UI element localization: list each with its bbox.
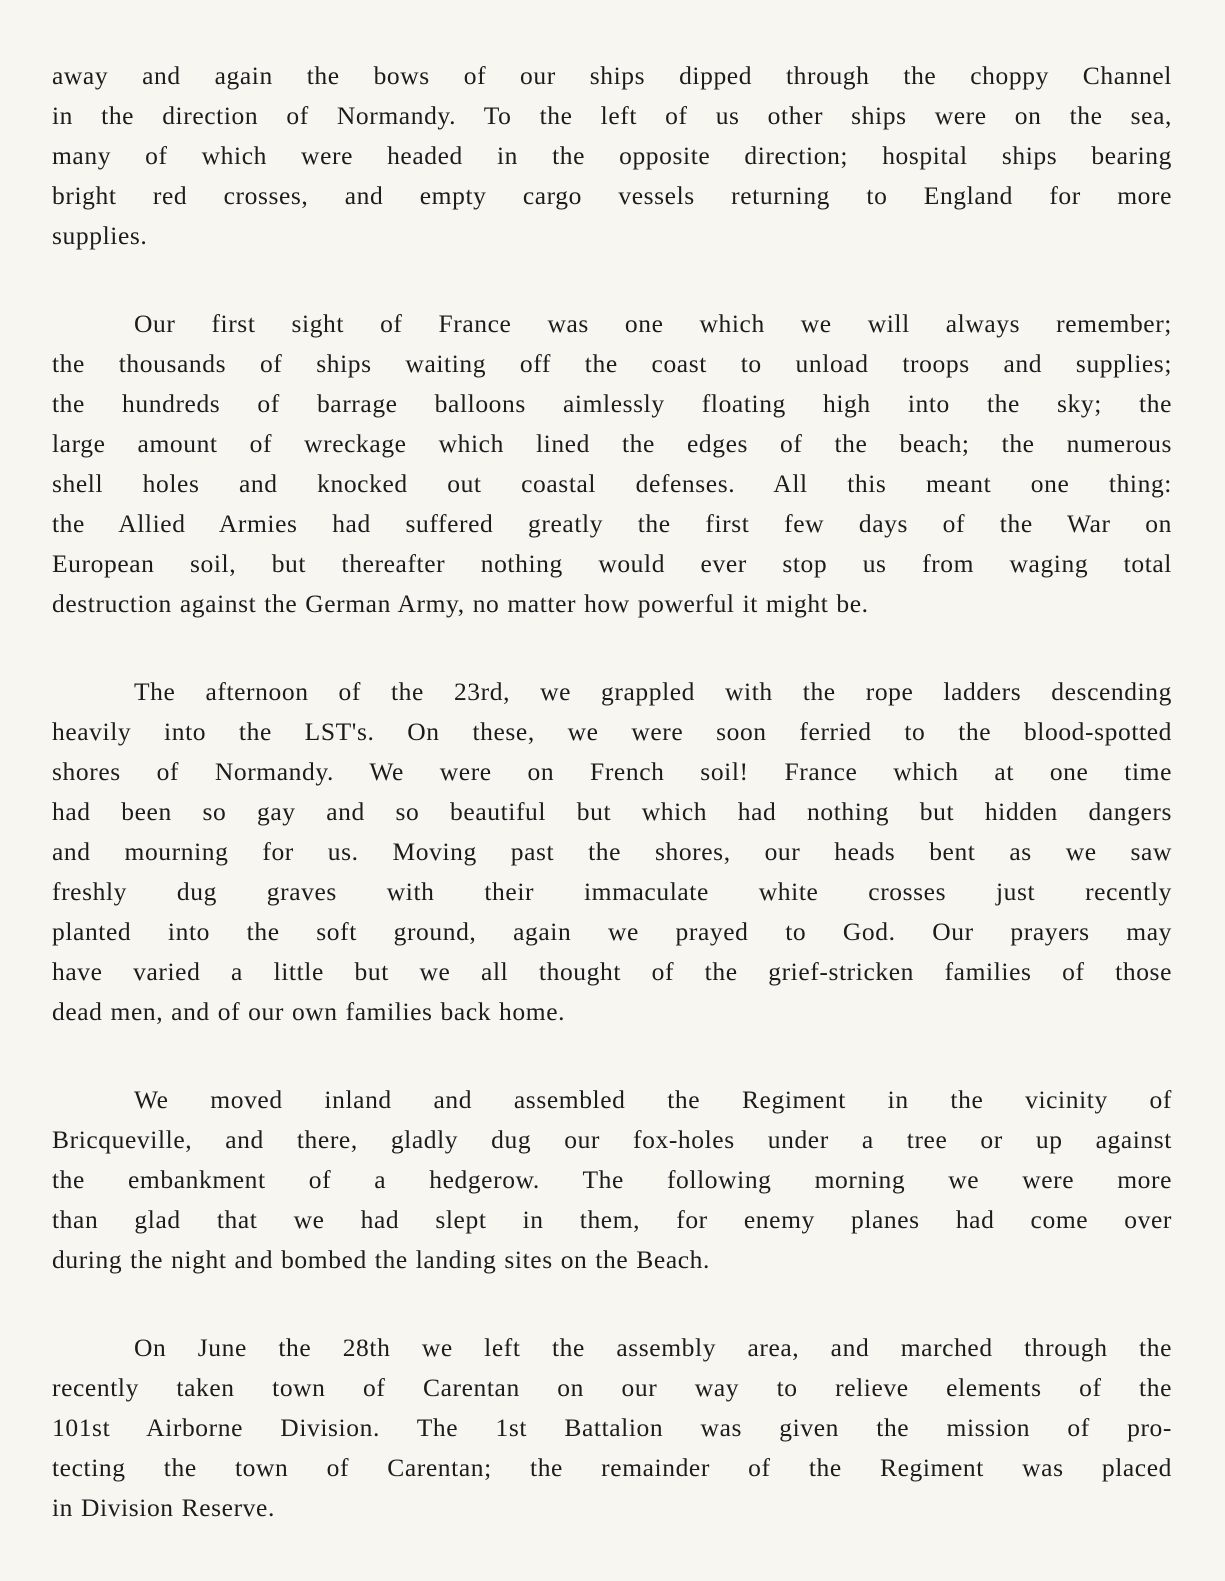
text-line: dead men, and of our own families back home.	[52, 997, 566, 1026]
paragraph-4	[52, 1080, 1172, 1280]
text-line: and mourning for us. Moving past the shores, our heads bent as we saw	[52, 837, 1172, 866]
text-line: Our first sight of France was one which we will always remember;	[134, 309, 1172, 338]
text-line: freshly dug graves with their immaculate white crosses just recently	[52, 877, 1172, 906]
text-line: shell holes and knocked out coastal defenses. All this meant one thing:	[52, 469, 1172, 498]
document-body	[52, 56, 1172, 1528]
text-line: in Division Reserve.	[52, 1493, 275, 1522]
text-line: heavily into the LST's. On these, we were soon ferried to the blood-spotted	[52, 717, 1172, 746]
text-line: than glad that we had slept in them, for enemy planes had come over	[52, 1205, 1172, 1234]
text-line: Bricqueville, and there, gladly dug our fox-holes under a tree or up against	[52, 1125, 1172, 1154]
text-line: many of which were headed in the opposite direction; hospital ships bearing	[52, 141, 1172, 170]
text-line: during the night and bombed the landing sites on the Beach.	[52, 1245, 710, 1274]
text-line: recently taken town of Carentan on our way to relieve elements of the	[52, 1373, 1172, 1402]
text-line: The afternoon of the 23rd, we grappled with the rope ladders descending	[134, 677, 1172, 706]
text-line: 101st Airborne Division. The 1st Battalion was given the mission of pro-	[52, 1413, 1172, 1442]
text-line: bright red crosses, and empty cargo vessels returning to England for more	[52, 181, 1172, 210]
text-line: in the direction of Normandy. To the left of us other ships were on the sea,	[52, 101, 1172, 130]
text-line: the thousands of ships waiting off the coast to unload troops and supplies;	[52, 349, 1172, 378]
paragraph-1	[52, 56, 1172, 256]
text-line: have varied a little but we all thought of the grief-stricken families of those	[52, 957, 1172, 986]
text-line: European soil, but thereafter nothing would ever stop us from waging total	[52, 549, 1172, 578]
paragraph-gap	[52, 1032, 1172, 1080]
text-line: the hundreds of barrage balloons aimlessly floating high into the sky; the	[52, 389, 1172, 418]
paragraph-3	[52, 672, 1172, 1032]
text-line: supplies.	[52, 221, 148, 250]
text-line: tecting the town of Carentan; the remainder of the Regiment was placed	[52, 1453, 1172, 1482]
text-line: the Allied Armies had suffered greatly the first few days of the War on	[52, 509, 1172, 538]
text-line: We moved inland and assembled the Regiment in the vicinity of	[134, 1085, 1172, 1114]
text-line: had been so gay and so beautiful but which had nothing but hidden dangers	[52, 797, 1172, 826]
text-line: destruction against the German Army, no matter how powerful it might be.	[52, 589, 869, 618]
text-line: planted into the soft ground, again we prayed to God. Our prayers may	[52, 917, 1172, 946]
paragraph-gap	[52, 256, 1172, 304]
text-line: On June the 28th we left the assembly area, and marched through the	[134, 1333, 1172, 1362]
text-line: away and again the bows of our ships dipped through the choppy Channel	[52, 61, 1172, 90]
paragraph-gap	[52, 624, 1172, 672]
text-line: large amount of wreckage which lined the edges of the beach; the numerous	[52, 429, 1172, 458]
text-line: the embankment of a hedgerow. The following morning we were more	[52, 1165, 1172, 1194]
paragraph-2	[52, 304, 1172, 624]
text-line: shores of Normandy. We were on French soil! France which at one time	[52, 757, 1172, 786]
paragraph-5	[52, 1328, 1172, 1528]
paragraph-gap	[52, 1280, 1172, 1328]
